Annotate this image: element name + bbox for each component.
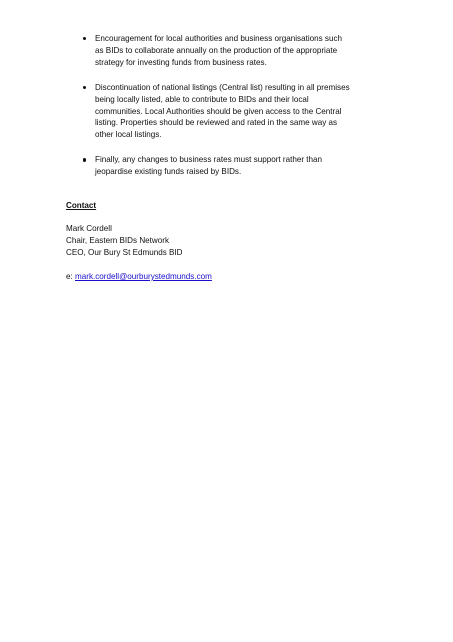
bullet-text-line: as BIDs to collaborate annually on the production of the appropriate (95, 45, 338, 55)
contact-email-row (66, 271, 212, 283)
contact-role-ceo: CEO, Our Bury St Edmunds BID (66, 248, 183, 257)
contact-role-chair: Chair, Eastern BIDs Network (66, 236, 170, 245)
bullet-text-line: Finally, any changes to business rates must support rather than (95, 155, 323, 165)
bullet-text-line: being locally listed, able to contribute to BIDs and their local (95, 94, 309, 104)
bullet-text-line: other local listings. (95, 130, 162, 140)
bullet-item-central-list (66, 82, 386, 142)
bullet-list (66, 33, 386, 191)
bullet-icon (83, 86, 86, 89)
bullet-text-line: Encouragement for local authorities and business organisations such (95, 34, 343, 43)
email-link[interactable]: mark.cordell@ourburystedmunds.com (75, 272, 212, 281)
bullet-text-line: Discontinuation of national listings (Central list) resulting in all premises (95, 82, 350, 92)
contact-section (66, 200, 212, 283)
contact-name: Mark Cordell (66, 224, 112, 233)
bullet-item-business-rates (66, 154, 386, 178)
bullet-icon (83, 158, 86, 161)
email-prefix: e: (66, 272, 75, 281)
bullet-item-collaboration (66, 33, 386, 69)
bullet-text-line: listing. Properties should be reviewed and rated in the same way as (95, 118, 338, 128)
bullet-icon (83, 37, 86, 40)
contact-heading: Contact (66, 201, 97, 210)
bullet-text-line: strategy for investing funds from business rates. (95, 57, 267, 67)
bullet-text-line: communities. Local Authorities should be given access to the Central (95, 106, 342, 116)
bullet-text-line: jeopardise existing funds raised by BIDs. (95, 167, 242, 177)
